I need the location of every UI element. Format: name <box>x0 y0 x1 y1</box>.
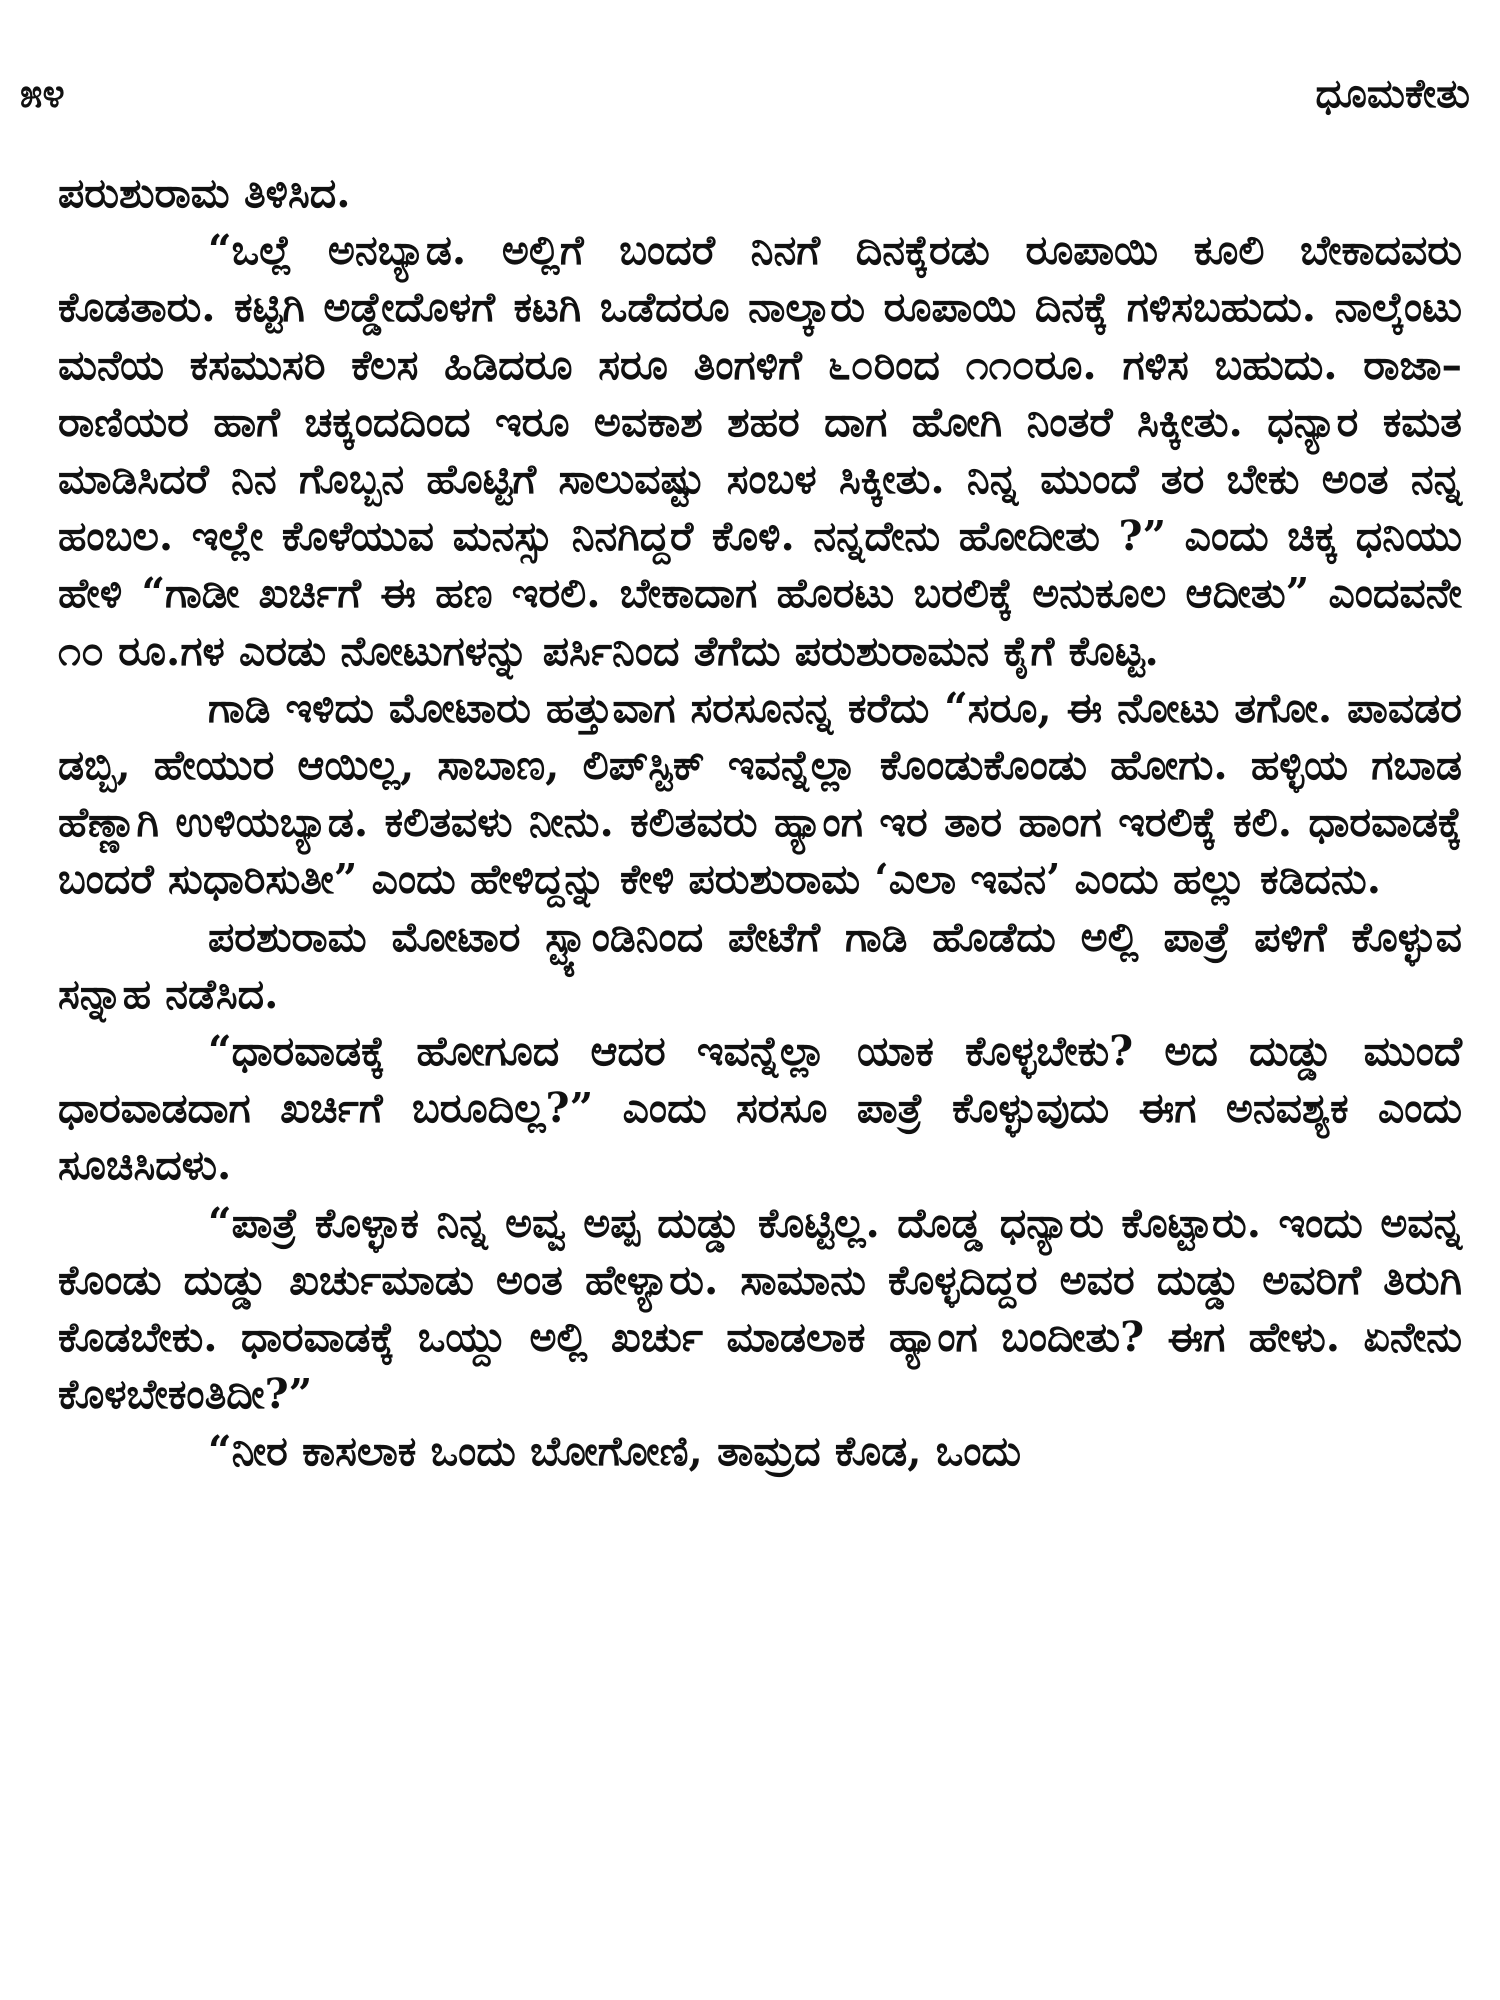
paragraph: “ನೀರ ಕಾಸಲಾಕ ಒಂದು ಬೋಗೋಣಿ, ತಾಮ್ರದ ಕೊಡ, ಒಂದು <box>208 1427 1022 1476</box>
page-number: ೫೪ <box>20 70 65 117</box>
page-header <box>20 70 1470 130</box>
paragraph: “ಒಲ್ಲೆ ಅನಬ್ಯಾಡ. ಅಲ್ಲಿಗೆ ಬಂದರೆ ನಿನಗೆ ದಿನಕ್ಕೆರಡು ರೂಪಾಯಿ ಕೂಲಿ ಬೇಕಾದವರು ಕೊಡತಾರು. ಕಟ್ಟಿಗಿ ಅಡ್ಡೇದೊಳಗೆ ಕಟಗಿ ಒಡೆದರೂ ನಾಲ್ಕಾರು ರೂಪಾಯಿ ದಿನಕ್ಕೆ ಗಳಿಸಬಹುದು. ನಾಲ್ಕೆಂಟು ಮನೆಯ ಕಸಮುಸರಿ ಕೆಲಸ ಹಿಡಿದರೂ ಸರೂ ತಿಂಗಳಿಗೆ ೬೦ರಿಂದ ೧೧೦ರೂ. ಗಳಿಸ ಬಹುದು. ರಾಜಾ–ರಾಣಿಯರ ಹಾಗೆ ಚಕ್ಕಂದದಿಂದ ಇರೂ ಅವಕಾಶ ಶಹರ ದಾಗ ಹೋಗಿ ನಿಂತರೆ ಸಿಕ್ಕೀತು. ಧನ್ಯಾರ ಕಮತ ಮಾಡಿಸಿದರೆ ನಿನ ಗೊಬ್ಬನ ಹೊಟ್ಟಿಗೆ ಸಾಲುವಷ್ಟು ಸಂಬಳ ಸಿಕ್ಕೀತು. ನಿನ್ನ ಮುಂದೆ ತರ ಬೇಕು ಅಂತ ನನ್ನ ಹಂಬಲ. ಇಲ್ಲೇ ಕೊಳೆಯುವ ಮನಸ್ಸು ನಿನಗಿದ್ದರೆ ಕೊಳಿ. ನನ್ನದೇನು ಹೋದೀತು ?” ಎಂದು ಚಿಕ್ಕ ಧನಿಯು ಹೇಳಿ “ಗಾಡೀ ಖರ್ಚಿಗೆ ಈ ಹಣ ಇರಲಿ. ಬೇಕಾದಾಗ ಹೊರಟು ಬರಲಿಕ್ಕೆ ಅನುಕೂಲ ಆದೀತು” ಎಂದವನೇ ೧೦ ರೂ.ಗಳ ಎರಡು ನೋಟುಗಳನ್ನು ಪರ್ಸಿನಿಂದ ತೆಗೆದು ಪರುಶುರಾಮನ ಕೈಗೆ ಕೊಟ್ಟ. <box>58 226 1462 675</box>
running-title: ಧೂಮಕೇತು <box>1315 70 1470 117</box>
paragraph: ಗಾಡಿ ಇಳಿದು ಮೋಟಾರು ಹತ್ತುವಾಗ ಸರಸೂನನ್ನ ಕರೆದು “ಸರೂ, ಈ ನೋಟು ತಗೋ. ಪಾವಡರ ಡಬ್ಬಿ, ಹೇಯುರ ಆಯಿಲ್ಲ, ಸಾಬಾಣ, ಲಿಪ್‌ಸ್ಟಿಕ್ ಇವನ್ನೆಲ್ಲಾ ಕೊಂಡುಕೊಂಡು ಹೋಗು. ಹಳ್ಳಿಯ ಗಬಾಡ ಹೆಣ್ಣಾಗಿ ಉಳಿಯಬ್ಯಾಡ. ಕಲಿತವಳು ನೀನು. ಕಲಿತವರು ಹ್ಯಾಂಗ ಇರ ತಾರ ಹಾಂಗ ಇರಲಿಕ್ಕೆ ಕಲಿ. ಧಾರವಾಡಕ್ಕೆ ಬಂದರೆ ಸುಧಾರಿಸುತೀ” ಎಂದು ಹೇಳಿದ್ದನ್ನು ಕೇಳಿ ಪರುಶುರಾಮ ‘ಎಲಾ ಇವನ’ ಎಂದು ಹಲ್ಲು ಕಡಿದನು. <box>58 683 1462 904</box>
paragraph: “ಧಾರವಾಡಕ್ಕೆ ಹೋಗೂದ ಆದರ ಇವನ್ನೆಲ್ಲಾ ಯಾಕ ಕೊಳ್ಳಬೇಕು? ಅದ ದುಡ್ಡು ಮುಂದೆ ಧಾರವಾಡದಾಗ ಖರ್ಚಿಗೆ ಬರೂದಿಲ್ಲ?” ಎಂದು ಸರಸೂ ಪಾತ್ರೆ ಕೊಳ್ಳುವುದು ಈಗ ಅನವಶ್ಯಕ ಎಂದು ಸೂಚಿಸಿದಳು. <box>58 1027 1462 1190</box>
paragraph: ಪರುಶುರಾಮ ತಿಳಿಸಿದ. <box>58 169 351 217</box>
paragraph: ಪರಶುರಾಮ ಮೋಟಾರ ಸ್ಟ್ಯಾಂಡಿನಿಂದ ಪೇಟೆಗೆ ಗಾಡಿ ಹೊಡೆದು ಅಲ್ಲಿ ಪಾತ್ರೆ ಪಳಿಗೆ ಕೊಳ್ಳುವ ಸನ್ನಾಹ ನಡೆಸಿದ. <box>58 912 1462 1018</box>
paragraph: “ಪಾತ್ರೆ ಕೊಳ್ಳಾಕ ನಿನ್ನ ಅವ್ವ ಅಪ್ಪ ದುಡ್ಡು ಕೊಟ್ಟಿಲ್ಲ. ದೊಡ್ಡ ಧನ್ಯಾರು ಕೊಟ್ಟಾರು. ಇಂದು ಅವನ್ನ ಕೊಂಡು ದುಡ್ಡು ಖರ್ಚುಮಾಡು ಅಂತ ಹೇಳ್ಯಾರು. ಸಾಮಾನು ಕೊಳ್ಳದಿದ್ದರ ಅವರ ದುಡ್ಡು ಅವರಿಗೆ ತಿರುಗಿ ಕೊಡಬೇಕು. ಧಾರವಾಡಕ್ಕೆ ಒಯ್ದು ಅಲ್ಲಿ ಖರ್ಚು ಮಾಡಲಾಕ ಹ್ಯಾಂಗ ಬಂದೀತು? ಈಗ ಹೇಳು. ಏನೇನು ಕೊಳಬೇಕಂತಿದೀ?” <box>58 1198 1462 1419</box>
page-body <box>58 165 1462 1481</box>
